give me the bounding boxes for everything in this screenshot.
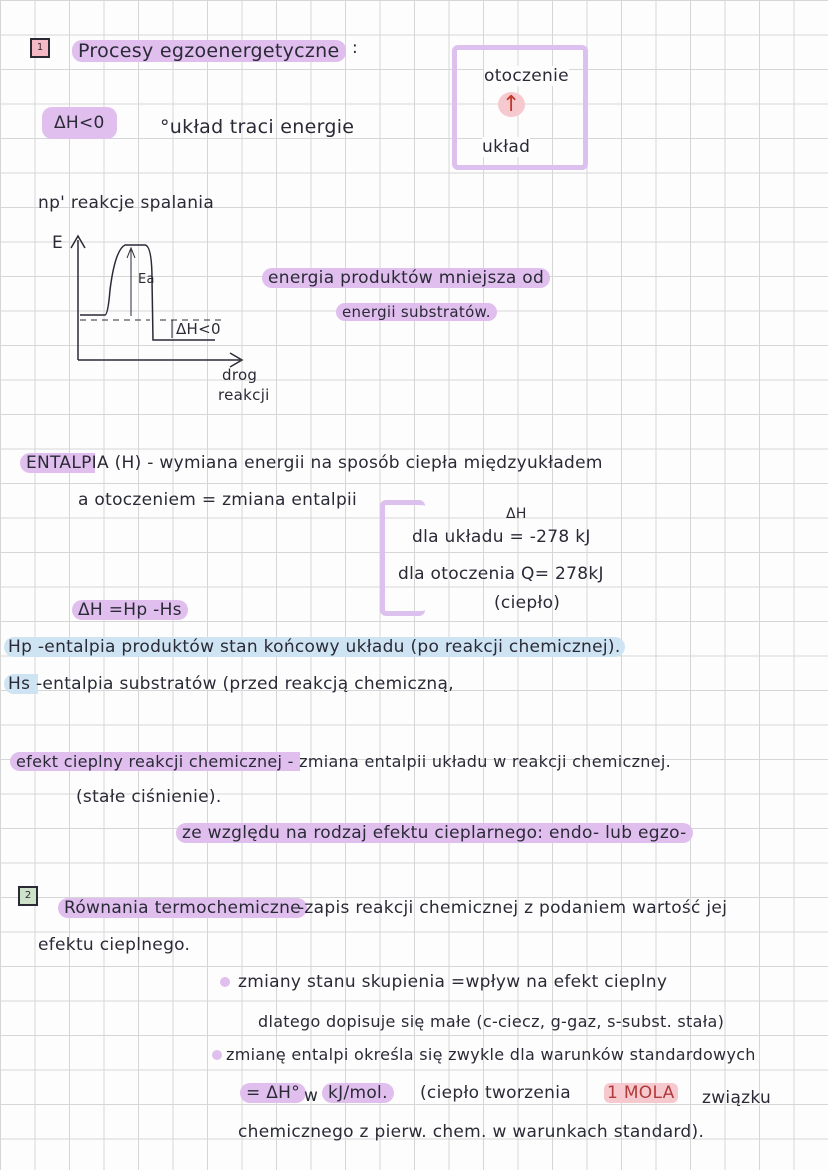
section-number-icon-2: 2 (18, 886, 38, 906)
system-label: układ (482, 137, 531, 157)
enthalpy-formula: ΔH =Hp -Hs (72, 600, 188, 620)
section2-line-2: efektu cieplnego. (38, 935, 191, 955)
enthalpy-line-2: a otoczeniem = zmiana entalpii (78, 490, 358, 510)
reaction-path-label-2: reakcji (218, 386, 270, 404)
bullet-2-icon (212, 1050, 222, 1060)
example-text: np' reakcje spalania (38, 193, 215, 213)
bullet-2-line-3: chemicznego z pierw. chem. w warunkach standard). (238, 1122, 705, 1142)
hp-definition: Hp -entalpia produktów stan końcowy układu (po reakcji chemicznej). (4, 637, 625, 657)
section2-title: Równania termochemiczne (58, 898, 307, 918)
dh-negative: ΔH<0 (42, 113, 117, 133)
section2-definition: -zapis reakcji chemicznej z podaniem wartość jej (298, 898, 728, 918)
energy-note-line-1: energia produktów mniejsza od (262, 268, 550, 288)
section1-colon: : (352, 38, 359, 58)
heat-effect-line-3: ze względu na rodzaj efektu cieplarnego: endo- lub egzo- (176, 823, 693, 843)
heat-effect-line-2: (stałe ciśnienie). (76, 787, 222, 807)
compound-word: związku (702, 1088, 772, 1108)
section-number-icon: 1 (30, 38, 50, 58)
system-dh-value: dla układu = -278 kJ (412, 527, 591, 547)
enthalpy-heading: ENTALPIA (H) - wymiana energii na sposób ciepła międzyukładem (20, 453, 609, 473)
enthalpy-change-label: ΔH<0 (176, 320, 221, 338)
surroundings-heat-value: dla otoczenia Q= 278kJ (398, 564, 604, 584)
standard-enthalpy-symbol: = ΔH° (240, 1083, 306, 1103)
bullet-2-line-1: zmianę entalpi określa się zwykle dla warunków standardowych (226, 1045, 756, 1064)
in-word: w (304, 1086, 319, 1106)
heat-label: (ciepło) (494, 593, 561, 613)
section1-title: Procesy egzoenergetyczne (72, 40, 346, 62)
hs-definition: Hs -entalpia substratów (przed reakcją chemiczną, (4, 674, 458, 694)
up-arrow-icon: ↑ (498, 92, 525, 117)
dh-small-label: ΔH (506, 506, 527, 522)
surroundings-label: otoczenie (484, 66, 569, 86)
enthalpy-values-bracket (380, 500, 425, 616)
activation-energy-label: Ea (138, 272, 155, 287)
bullet-1-icon (220, 977, 230, 987)
energy-profile-diagram (40, 220, 300, 390)
unit-label: kJ/mol. (322, 1083, 394, 1103)
reaction-path-label-1: drog (222, 366, 258, 384)
system-loses-energy: °układ traci energie (160, 116, 355, 138)
heat-effect-line-1: efekt cieplny reakcji chemicznej - zmiana entalpii układu w reakcji chemicznej. (10, 752, 677, 771)
bullet-1-line-2: dlatego dopisuje się małe (c-ciecz, g-gaz, s-subst. stała) (258, 1012, 725, 1031)
heat-formation-text: (ciepło tworzenia (420, 1083, 571, 1103)
bullet-1-line-1: zmiany stanu skupienia =wpływ na efekt cieplny (238, 972, 668, 992)
one-mole-label: 1 MOLA (604, 1083, 678, 1103)
energy-note-line-2: energii substratów. (336, 303, 497, 321)
energy-axis-label: E (52, 233, 64, 253)
